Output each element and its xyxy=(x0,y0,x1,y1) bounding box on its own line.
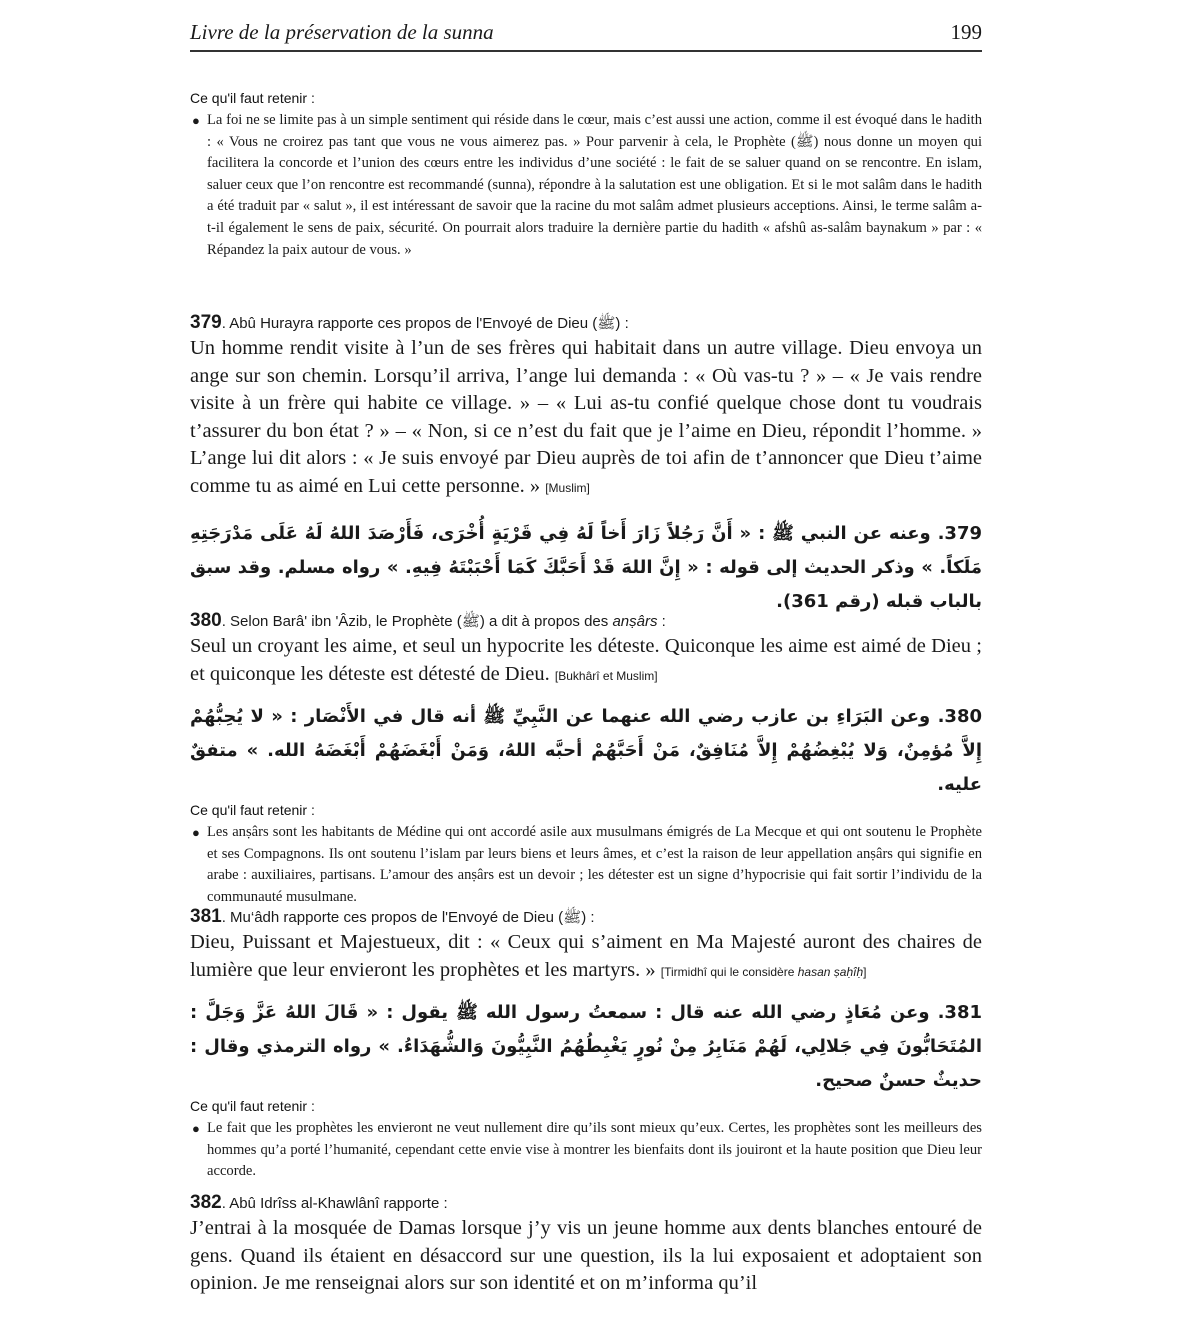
hadith-380 xyxy=(190,610,982,909)
hadith-number: 380 xyxy=(190,610,222,631)
retain-bullet xyxy=(190,110,982,261)
retain-label: Ce qu'il faut retenir : xyxy=(190,802,315,819)
retain-bullet xyxy=(190,822,982,908)
hadith-translation: J’entrai à la mosquée de Damas lorsque j’y vis un jeune homme aux dents blanches entouré de gens. Quand ils étaient en désaccord sur une question, ils la lui exposaient et adoptaient son opinion. Je me renseignai alors sur son identité et on m’informa qu’il xyxy=(190,1217,982,1295)
bullet-icon: ● xyxy=(192,825,200,841)
hadith-source: [Tirmidhî qui le considère hasan ṣaḥîḥ] xyxy=(660,964,867,979)
retain-bullet-text: Les anṣârs sont les habitants de Médine qui ont accordé asile aux musulmans émigrés de La Mecque et qui ont soutenu le Prophète et ses Compagnons. Ils ont soutenu l’islam par leurs biens et leurs âmes, et c’est la raison de leur appellation anṣârs qui signifie en arabe : auxiliaires, partisans. L’amour des anṣârs est un devoir ; les détester est un signe d’hypocrisie qui fait sortir l’individu de la communauté musulmane. xyxy=(207,824,982,905)
page-number: 199 xyxy=(950,20,982,44)
bullet-icon: ● xyxy=(192,113,200,128)
bullet-icon: ● xyxy=(192,1121,200,1137)
running-header xyxy=(190,20,982,48)
hadith-translation: Un homme rendit visite à l’un de ses frères qui habitait dans un autre village. Dieu envoya un ange sur son chemin. Lorsqu’il arriva, l’ange lui demanda : « Où vas-tu ? » – « Je vais rendre visite à un frère qui habite ce village. » – « Lui as-tu confié quelque chose dont tu voudrais t’assurer du bon état ? » – « Non, si ce n’est du fait que je l’aime en Dieu, répondit l’homme. » L’ange lui dit alors : « Je suis envoyé par Dieu auprès de toi afin de t’annoncer que Dieu t’aime comme tu as aimé en Lui cette personne. » [Muslim] xyxy=(190,337,982,497)
hadith-arabic: 381. وعن مُعَاذٍ رضي الله عنه قال : سمعتُ رسول الله ﷺ يقول : « قَالَ اللهُ عَزَّ وَجَلَّ : المُتَحَابُّونَ فِي جَلالِي، لَهُمْ مَنَابِرُ مِنْ نُورٍ يَغْبِطُهُمُ النَّبِيُّونَ وَالشُّهَدَاءُ. » رواه الترمذي وقال : حديثٌ حسنٌ صحيح. xyxy=(190,1002,982,1092)
hadith-382 xyxy=(190,1192,982,1298)
retain-bullet-text: Le fait que les prophètes les envieront ne veut nullement dire qu’ils sont mieux qu’eux. Certes, les prophètes sont les meilleurs des hommes qu’a porté l’humanité, cependant cette envie vise à montrer les bienfaits dont ils jouiront et la haute position que Dieu leur accorde. xyxy=(207,1120,982,1180)
retain-section-top xyxy=(190,90,982,261)
hadith-number: 382 xyxy=(190,1192,222,1213)
hadith-translation: Dieu, Puissant et Majestueux, dit : « Ceux qui s’aiment en Ma Majesté auront des chaires de lumière que leur envieront les prophètes et les martyrs. » [Tirmidhî qui le considère hasan ṣaḥîḥ] xyxy=(190,931,982,981)
running-title: Livre de la préservation de la sunna xyxy=(190,20,494,44)
hadith-heading: 381. Mu‘âdh rapporte ces propos de l'Envoyé de Dieu (ﷺ) : xyxy=(190,906,595,927)
hadith-arabic: 379. وعنه عن النبي ﷺ : « أَنَّ رَجُلاً زَارَ أَخاً لَهُ فِي قَرْيَةٍ أُخْرَى، فَأَرْصَدَ اللهُ لَهُ عَلَى مَدْرَجَتِهِ مَلَكاً. » وذكر الحديث إلى قوله : « إِنَّ اللهَ قَدْ أَحَبَّكَ كَمَا أَحْبَبْتَهُ فِيهِ. » رواه مسلم. وقد سبق بالباب قبله (رقم 361). xyxy=(190,522,982,612)
retain-label: Ce qu'il faut retenir : xyxy=(190,90,315,106)
hadith-heading: 382. Abû Idrîss al-Khawlânî rapporte : xyxy=(190,1192,448,1213)
hadith-381 xyxy=(190,906,982,1183)
retain-label: Ce qu'il faut retenir : xyxy=(190,1098,315,1115)
hadith-source: [Bukhârî et Muslim] xyxy=(554,668,658,683)
hadith-number: 379 xyxy=(190,312,222,333)
hadith-heading xyxy=(190,312,982,335)
hadith-arabic: 380. وعن البَرَاءِ بن عازب رضي الله عنهما عن النَّبِيِّ ﷺ أنه قال في الأَنْصَار : « لا يُحِبُّهُمْ إِلاَّ مُؤمِنٌ، وَلا يُبْغِضُهُمْ إِلاَّ مُنَافِقٌ، مَنْ أَحَبَّهُمْ أحبَّه اللهُ، وَمَنْ أَبْغَضَهُمْ أَبْغَضَهُ الله. » متفقٌ عليه. xyxy=(190,706,982,796)
hadith-source: [Muslim] xyxy=(545,480,590,495)
hadith-number: 381 xyxy=(190,906,222,927)
retain-bullet-text: La foi ne se limite pas à un simple sentiment qui réside dans le cœur, mais c’est aussi une action, comme il est évoqué dans le hadith : « Vous ne croirez pas tant que vous ne vous aimerez pas. » Pour parvenir à cela, le Prophète (ﷺ) nous donne un moyen qui facilitera la concorde et l’union des cœurs entre les individus d’une société : le fait de se saluer quand on se rencontre. En islam, saluer ceux que l’on rencontre est recommandé (sunna), répondre à la salutation est une obligation. Et si le mot salâm dans le hadith a été traduit par « salut », il est intéressant de savoir que la racine du mot salâm admet plusieurs acceptions. Ainsi, le terme salâm a-t-il également le sens de paix, sécurité. On pourrait alors traduire la dernière partie du hadith « afshû as-salâm baynakum » par : « Répandez la paix autour de vous. » xyxy=(207,112,982,258)
hadith-translation: Seul un croyant les aime, et seul un hypocrite les déteste. Quiconque les aime est aimé de Dieu ; et quiconque les déteste est détesté de Dieu. [Bukhârî et Muslim] xyxy=(190,635,982,685)
retain-bullet xyxy=(190,1118,982,1183)
hadith-heading: 380. Selon Barâ' ibn 'Âzib, le Prophète (ﷺ) a dit à propos des anṣârs : xyxy=(190,610,666,631)
hadith-379 xyxy=(190,312,982,619)
hadith-intro: . Abû Hurayra rapporte ces propos de l'Envoyé de Dieu (ﷺ) : xyxy=(221,315,629,332)
header-rule xyxy=(190,50,982,52)
